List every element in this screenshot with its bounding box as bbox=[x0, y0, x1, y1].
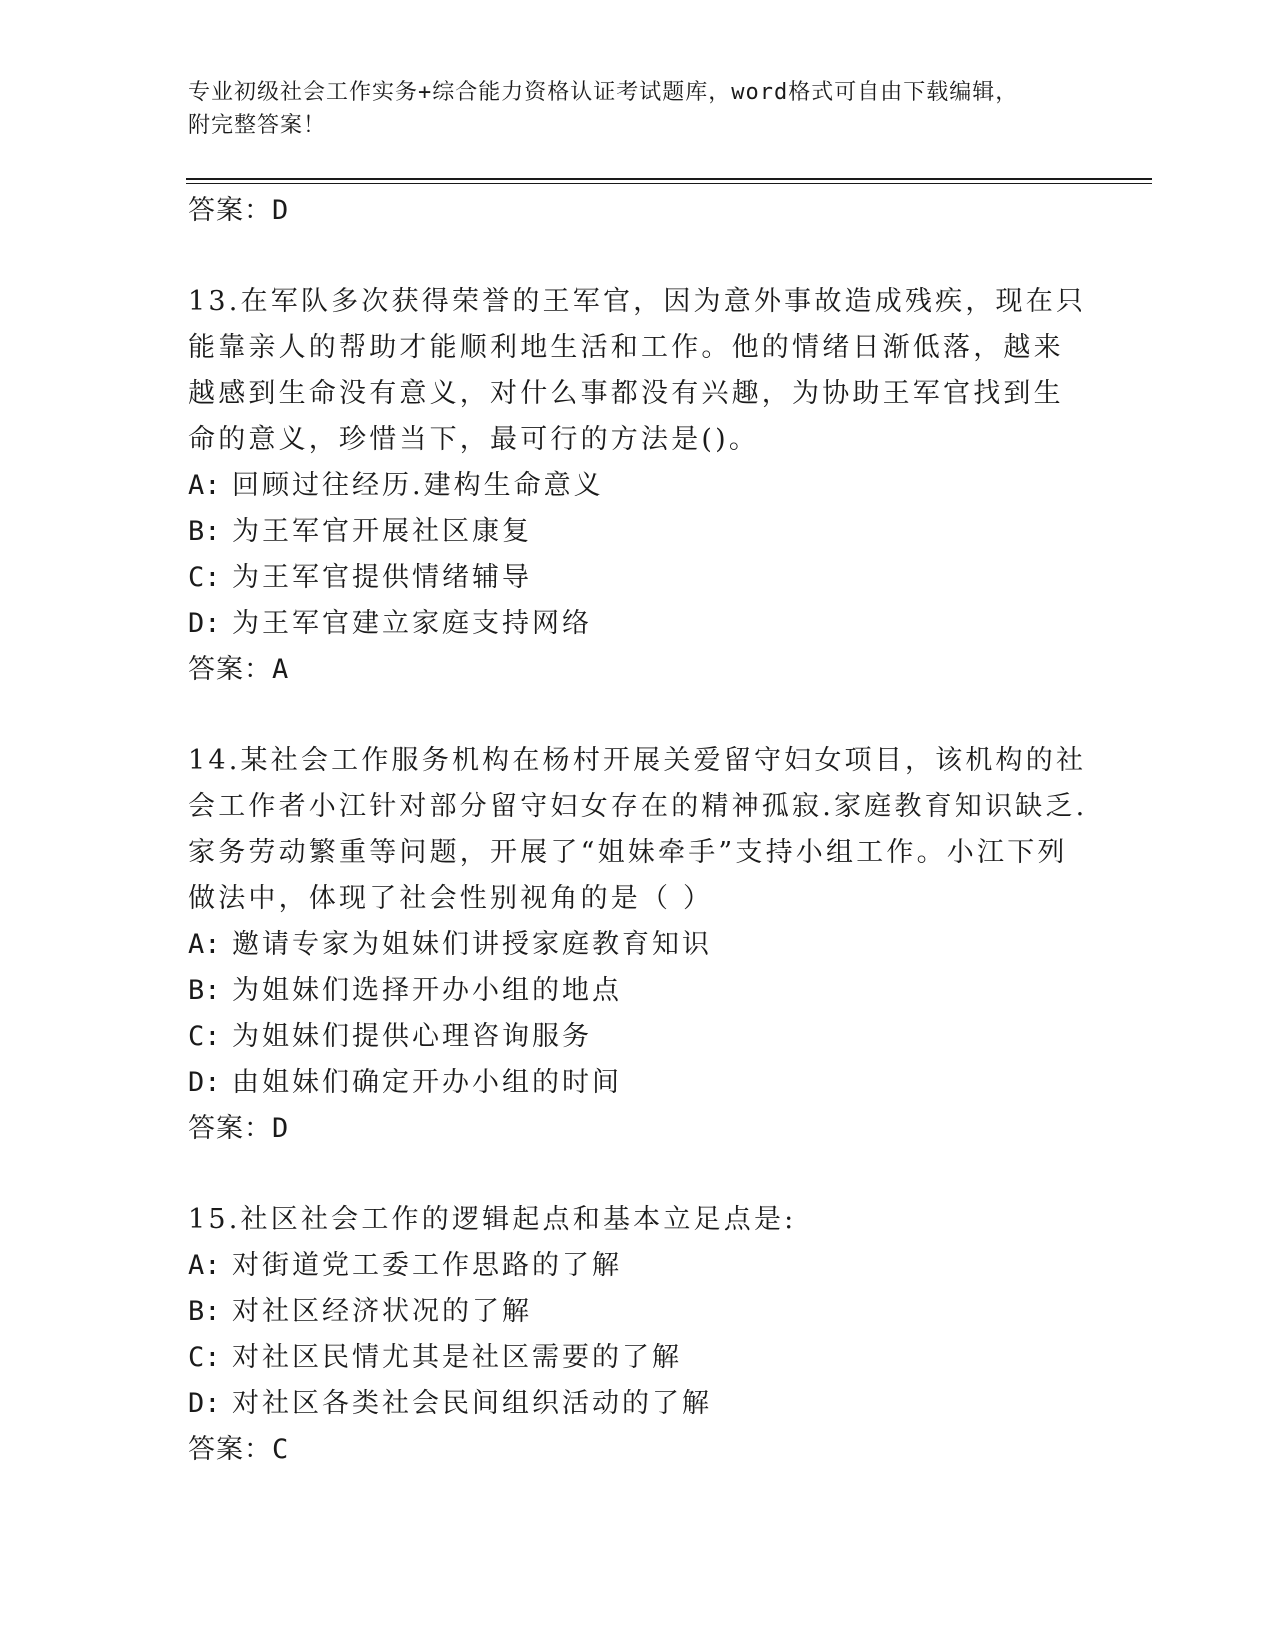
document-body bbox=[188, 188, 1088, 1473]
option-a bbox=[188, 1243, 1088, 1289]
option-b bbox=[188, 509, 1088, 555]
option-key: C: bbox=[188, 562, 221, 593]
answer-value: C bbox=[272, 1434, 290, 1465]
answer-label: 答案： bbox=[188, 1113, 272, 1144]
answer-label: 答案： bbox=[188, 1434, 272, 1465]
answer-line bbox=[188, 1427, 1088, 1473]
answer-label: 答案： bbox=[188, 195, 272, 226]
option-key: A: bbox=[188, 1250, 221, 1281]
option-text: 由姐妹们确定开办小组的时间 bbox=[232, 1067, 622, 1098]
option-text: 邀请专家为姐妹们讲授家庭教育知识 bbox=[232, 929, 712, 960]
option-c bbox=[188, 1014, 1088, 1060]
option-text: 为王军官建立家庭支持网络 bbox=[232, 608, 592, 639]
answer-value: A bbox=[272, 654, 290, 685]
answer-label: 答案： bbox=[188, 654, 272, 685]
answer-value: D bbox=[272, 1113, 290, 1144]
option-key: D: bbox=[188, 1067, 221, 1098]
option-text: 回顾过往经历.建构生命意义 bbox=[232, 470, 604, 501]
question-text: 14.某社会工作服务机构在杨村开展关爱留守妇女项目，该机构的社会工作者小江针对部分留守妇女存在的精神孤寂.家庭教育知识缺乏.家务劳动繁重等问题，开展了“姐妹牵手”支持小组工作。小江下列做法中，体现了社会性别视角的是（ ） bbox=[188, 745, 1088, 914]
option-key: A: bbox=[188, 470, 221, 501]
answer-value: D bbox=[272, 195, 290, 226]
question-13 bbox=[188, 279, 1088, 693]
option-key: C: bbox=[188, 1021, 221, 1052]
option-key: C: bbox=[188, 1342, 221, 1373]
option-text: 对社区各类社会民间组织活动的了解 bbox=[232, 1388, 712, 1419]
header-divider-thin bbox=[186, 183, 1152, 184]
option-key: D: bbox=[188, 608, 221, 639]
option-text: 对街道党工委工作思路的了解 bbox=[232, 1250, 622, 1281]
page-header bbox=[188, 76, 1088, 142]
question-text: 13.在军队多次获得荣誉的王军官，因为意外事故造成残疾，现在只能靠亲人的帮助才能顺利地生活和工作。他的情绪日渐低落，越来越感到生命没有意义，对什么事都没有兴趣，为协助王军官找到生命的意义，珍惜当下，最可行的方法是()。 bbox=[188, 286, 1087, 455]
option-key: B: bbox=[188, 975, 221, 1006]
header-line-1: 专业初级社会工作实务+综合能力资格认证考试题库，word格式可自由下载编辑， bbox=[188, 80, 1019, 105]
option-c bbox=[188, 1335, 1088, 1381]
header-divider-thick bbox=[186, 178, 1152, 180]
header-line-2: 附完整答案！ bbox=[188, 113, 327, 138]
option-key: B: bbox=[188, 1296, 221, 1327]
option-d bbox=[188, 1060, 1088, 1106]
option-text: 对社区经济状况的了解 bbox=[232, 1296, 532, 1327]
option-text: 为王军官开展社区康复 bbox=[232, 516, 532, 547]
option-d bbox=[188, 601, 1088, 647]
option-key: B: bbox=[188, 516, 221, 547]
option-key: D: bbox=[188, 1388, 221, 1419]
option-b bbox=[188, 968, 1088, 1014]
option-a bbox=[188, 922, 1088, 968]
option-text: 对社区民情尤其是社区需要的了解 bbox=[232, 1342, 682, 1373]
option-text: 为姐妹们选择开办小组的地点 bbox=[232, 975, 622, 1006]
option-text: 为姐妹们提供心理咨询服务 bbox=[232, 1021, 592, 1052]
answer-line bbox=[188, 188, 1088, 234]
option-key: A: bbox=[188, 929, 221, 960]
answer-line bbox=[188, 647, 1088, 693]
option-c bbox=[188, 555, 1088, 601]
question-text: 15.社区社会工作的逻辑起点和基本立足点是: bbox=[188, 1204, 797, 1235]
option-b bbox=[188, 1289, 1088, 1335]
question-14 bbox=[188, 738, 1088, 1152]
option-text: 为王军官提供情绪辅导 bbox=[232, 562, 532, 593]
answer-line bbox=[188, 1106, 1088, 1152]
option-a bbox=[188, 463, 1088, 509]
option-d bbox=[188, 1381, 1088, 1427]
question-15 bbox=[188, 1197, 1088, 1473]
